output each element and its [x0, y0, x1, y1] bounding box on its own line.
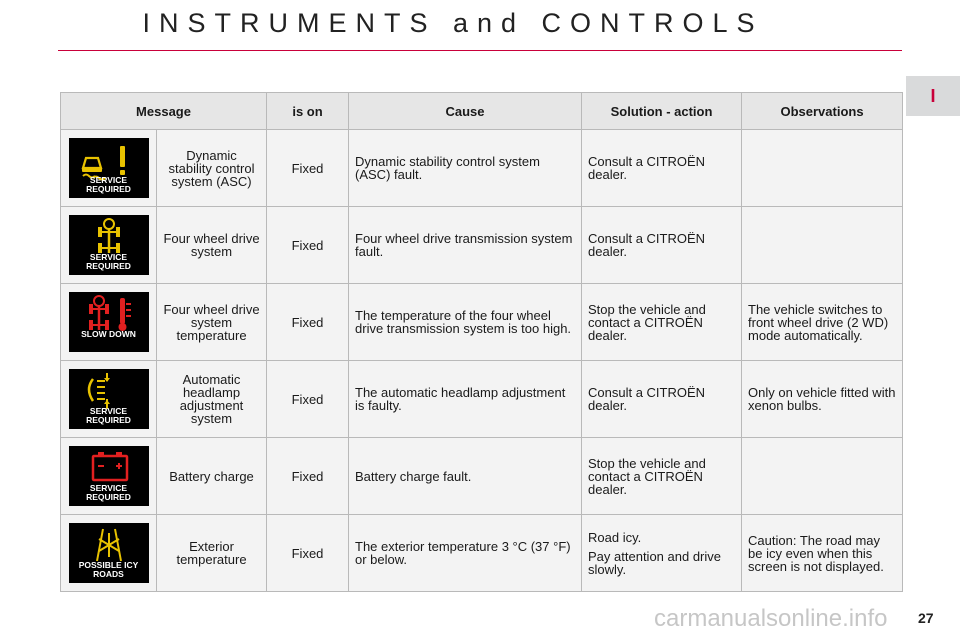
message-icon-cell: [61, 130, 157, 207]
is-on-value: Fixed: [267, 284, 349, 361]
badge-line: ROADS: [93, 569, 124, 579]
observations-text: Only on vehicle fitted with xenon bulbs.: [742, 361, 903, 438]
badge-text: [69, 407, 149, 425]
observations-text: The vehicle switches to front wheel drive (2 WD) mode automatically.: [742, 284, 903, 361]
solution-action-text: Consult a CITROËN dealer.: [588, 154, 706, 182]
badge-line: SERVICE: [89, 175, 128, 185]
message-label: Automatic headlamp adjustment system: [157, 361, 267, 438]
page-number: 27: [918, 610, 934, 626]
table-row: [61, 515, 903, 592]
solution-action-cell: [582, 284, 742, 361]
is-on-value: Fixed: [267, 515, 349, 592]
solution-action-text: Pay attention and drive slowly.: [588, 548, 721, 577]
message-label: Four wheel drive system temperature: [157, 284, 267, 361]
cause-text: Four wheel drive transmission system fault.: [349, 207, 582, 284]
table-header-row: [61, 93, 903, 130]
table-row: [61, 207, 903, 284]
cause-text: The automatic headlamp adjustment is faulty.: [349, 361, 582, 438]
observations-text: [742, 438, 903, 515]
message-icon-cell: [61, 361, 157, 438]
badge-line: SLOW DOWN: [81, 329, 136, 339]
cause-text: Battery charge fault.: [349, 438, 582, 515]
traction-control-warning-icon: [69, 138, 149, 198]
solution-action-cell: [582, 130, 742, 207]
badge-line: REQUIRED: [86, 415, 131, 425]
four-wheel-drive-temperature-icon: [69, 292, 149, 352]
solution-action-text: Consult a CITROËN dealer.: [588, 385, 706, 413]
column-header-message: Message: [61, 93, 267, 130]
badge-line: SERVICE: [89, 483, 128, 493]
observations-text: Caution: The road may be icy even when this screen is not displayed.: [742, 515, 903, 592]
cause-text: The temperature of the four wheel drive transmission system is too high.: [349, 284, 582, 361]
badge-line: SERVICE: [89, 252, 128, 262]
badge-line: REQUIRED: [86, 492, 131, 502]
is-on-value: Fixed: [267, 361, 349, 438]
observations-text: [742, 130, 903, 207]
table-row: [61, 284, 903, 361]
table-row: [61, 361, 903, 438]
cause-text: The exterior temperature 3 °C (37 °F) or below.: [349, 515, 582, 592]
battery-icon: [69, 446, 149, 506]
watermark: carmanualsonline.info: [654, 605, 888, 632]
solution-action-text: Stop the vehicle and contact a CITROËN dealer.: [588, 301, 706, 343]
table-row: [61, 438, 903, 515]
badge-text: [69, 330, 149, 339]
observations-text: [742, 207, 903, 284]
badge-text: [69, 484, 149, 502]
message-icon-cell: [61, 438, 157, 515]
solution-action-text: Consult a CITROËN dealer.: [588, 231, 706, 259]
cause-text: Dynamic stability control system (ASC) fault.: [349, 130, 582, 207]
column-header-is-on: is on: [267, 93, 349, 130]
column-header-observations: Observations: [742, 93, 903, 130]
message-label: Four wheel drive system: [157, 207, 267, 284]
headlamp-adjustment-icon: [69, 369, 149, 429]
badge-text: [69, 561, 149, 579]
badge-line: POSSIBLE ICY: [78, 560, 139, 570]
is-on-value: Fixed: [267, 207, 349, 284]
message-icon-cell: [61, 284, 157, 361]
column-header-solution: Solution - action: [582, 93, 742, 130]
badge-line: SERVICE: [89, 406, 128, 416]
solution-action-cell: [582, 207, 742, 284]
solution-action-text: Road icy.: [588, 529, 642, 545]
is-on-value: Fixed: [267, 130, 349, 207]
solution-action-cell: [582, 361, 742, 438]
badge-line: REQUIRED: [86, 261, 131, 271]
message-label: Exterior temperature: [157, 515, 267, 592]
solution-action-cell: [582, 515, 742, 592]
icy-road-snowflake-icon: [69, 523, 149, 583]
message-icon-cell: [61, 515, 157, 592]
table-row: [61, 130, 903, 207]
page-title: INSTRUMENTS and CONTROLS: [142, 8, 764, 38]
solution-action-text: Stop the vehicle and contact a CITROËN dealer.: [588, 455, 706, 497]
section-tab[interactable]: I: [906, 76, 960, 116]
title-rule: [58, 50, 902, 51]
badge-text: [69, 176, 149, 194]
warning-messages-table: [60, 92, 903, 592]
badge-text: [69, 253, 149, 271]
is-on-value: Fixed: [267, 438, 349, 515]
message-icon-cell: [61, 207, 157, 284]
badge-line: REQUIRED: [86, 184, 131, 194]
four-wheel-drive-warning-icon: [69, 215, 149, 275]
column-header-cause: Cause: [349, 93, 582, 130]
message-label: Battery charge: [157, 438, 267, 515]
solution-action-cell: [582, 438, 742, 515]
message-label: Dynamic stability control system (ASC): [157, 130, 267, 207]
